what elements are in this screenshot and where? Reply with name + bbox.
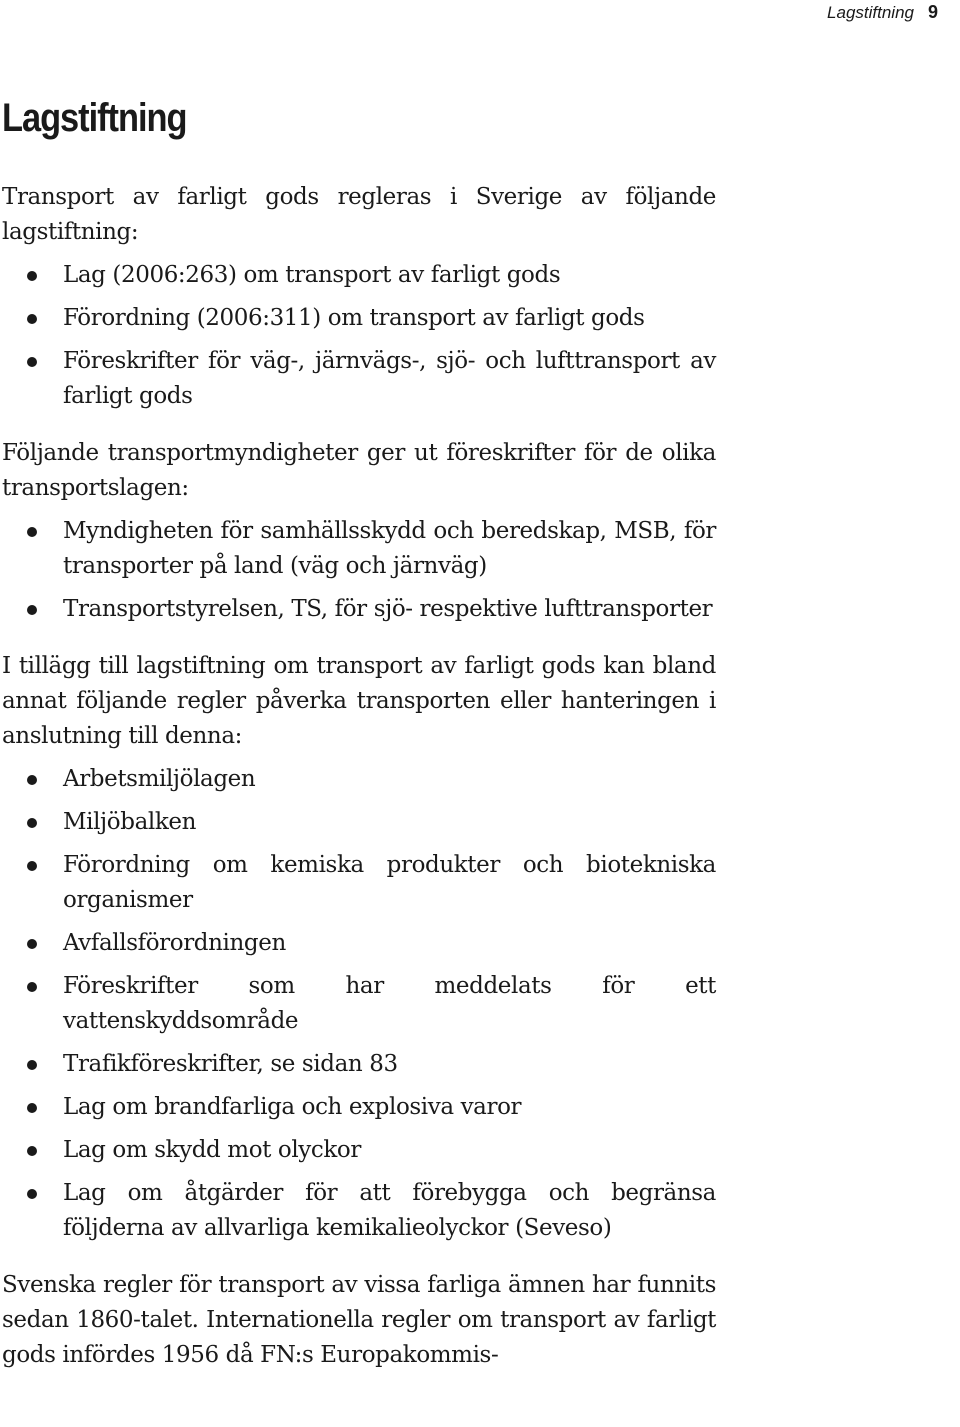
list-item: Lag om åtgärder för att förebygga och begränsa följderna av allvarliga kemikalieolyckor (Seveso) <box>2 1176 716 1246</box>
document-body <box>2 180 716 1373</box>
list-item: Lag om brandfarliga och explosiva varor <box>2 1090 716 1125</box>
other-rules-paragraph: I tillägg till lagstiftning om transport av farligt gods kan bland annat följande regler påverka transporten eller hanteringen i anslutning till denna: <box>2 653 716 749</box>
list-item: Föreskrifter som har meddelats för ett vattenskyddsområde <box>2 969 716 1039</box>
authorities-paragraph: Följande transportmyndigheter ger ut föreskrifter för de olika transportslagen: <box>2 440 716 501</box>
list-item: Transportstyrelsen, TS, för sjö- respektive lufttransporter <box>2 592 716 627</box>
list-item: Lag (2006:263) om transport av farligt gods <box>2 258 716 293</box>
intro-paragraph: Transport av farligt gods regleras i Sverige av följande lagstiftning: <box>2 184 716 245</box>
list-item: Miljöbalken <box>2 805 716 840</box>
list-item: Förordning (2006:311) om transport av farligt gods <box>2 301 716 336</box>
list-item: Arbetsmiljölagen <box>2 762 716 797</box>
legislation-list <box>2 258 716 414</box>
page-header <box>827 0 938 24</box>
page-number: 9 <box>927 2 938 22</box>
other-rules-list <box>2 762 716 1246</box>
list-item: Föreskrifter för väg-, järnvägs-, sjö- och lufttransport av farligt gods <box>2 344 716 414</box>
list-item: Avfallsförordningen <box>2 926 716 961</box>
closing-paragraph: Svenska regler för transport av vissa farliga ämnen har funnits sedan 1860-talet. Internationella regler om transport av farligt gods infördes 1956 då FN:s Europakommis- <box>2 1272 716 1368</box>
authorities-list <box>2 514 716 627</box>
list-item: Myndigheten för samhällsskydd och beredskap, MSB, för transporter på land (väg och järnväg) <box>2 514 716 584</box>
page-title: Lagstiftning <box>2 96 187 140</box>
list-item: Förordning om kemiska produkter och biotekniska organismer <box>2 848 716 918</box>
list-item: Lag om skydd mot olyckor <box>2 1133 716 1168</box>
list-item: Trafikföreskrifter, se sidan 83 <box>2 1047 716 1082</box>
running-title: Lagstiftning <box>827 3 914 22</box>
